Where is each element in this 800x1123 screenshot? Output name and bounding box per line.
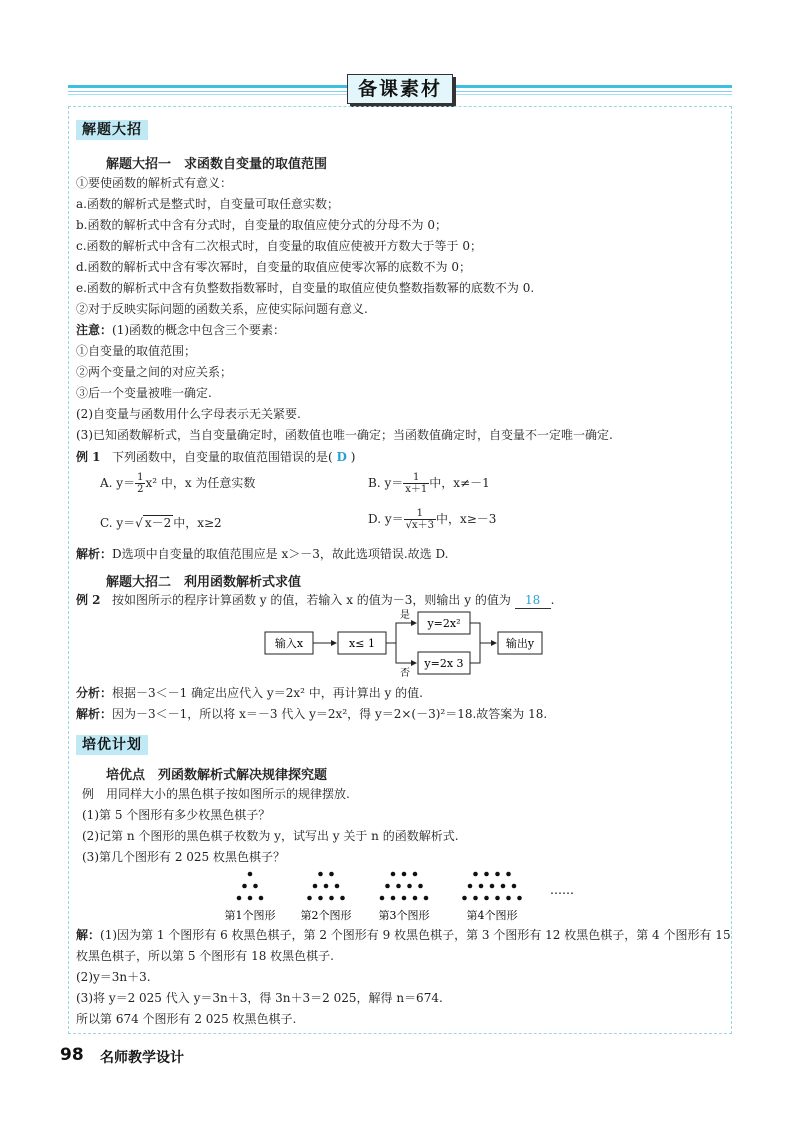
chess-piece xyxy=(391,896,396,901)
chess-piece xyxy=(248,896,253,901)
flow-yes-label: 是 xyxy=(400,610,410,621)
chess-piece xyxy=(318,872,323,877)
chess-piece-dots xyxy=(237,872,522,901)
chess-piece xyxy=(501,884,506,889)
section2-line: (2)记第 n 个图形的黑色棋子枚数为 y，试写出 y 关于 n 的函数解析式. xyxy=(82,829,459,843)
example2-answer: 18 xyxy=(515,592,551,609)
chess-piece xyxy=(248,872,253,877)
solution-line: (2)y＝3n＋3. xyxy=(76,970,151,984)
solution-line: (3)将 y＝2 025 代入 y＝3n＋3，得 3n＋3＝2 025，解得 n＝674. xyxy=(76,991,443,1005)
method2-title: 解题大招二 利用函数解析式求值 xyxy=(106,575,302,590)
method1-line: b.函数的解析式中含有分式时，自变量的取值应使分式的分母不为 0； xyxy=(76,218,447,232)
example1-answer: D xyxy=(336,450,347,464)
figure-label-4: 第4个图形 xyxy=(466,909,518,922)
chess-piece xyxy=(242,884,247,889)
chess-piece xyxy=(253,884,258,889)
chess-piece xyxy=(506,896,511,901)
chess-piece xyxy=(517,896,522,901)
chess-piece xyxy=(329,872,334,877)
chess-piece xyxy=(307,896,312,901)
chess-piece xyxy=(407,884,412,889)
method1-line: ②对于反映实际问题的函数关系，应使实际问题有意义. xyxy=(76,302,368,316)
option-d: D. y＝ $\frac{1}{√x+3}$ 中，x≥－3 xyxy=(368,508,497,531)
section2-title: 培优点 列函数解析式解决规律探究题 xyxy=(106,768,328,783)
figure-label-1: 第1个图形 xyxy=(224,909,276,922)
chess-piece xyxy=(318,896,323,901)
note-line: ③后一个变量被唯一确定. xyxy=(76,386,212,400)
chess-piece xyxy=(490,884,495,889)
example2-stem: 例 2 按如图所示的程序计算函数 y 的值，若输入 x 的值为－3，则输出 y 的值为 18 . xyxy=(76,593,555,607)
section-badge-peiyou: 培优计划 xyxy=(76,735,148,755)
figure-label-3: 第3个图形 xyxy=(378,909,430,922)
chess-piece xyxy=(484,872,489,877)
chess-piece xyxy=(495,896,500,901)
book-title: 名师教学设计 xyxy=(100,1050,184,1066)
chess-piece xyxy=(385,884,390,889)
method1-line: a.函数的解析式是整式时，自变量可取任意实数； xyxy=(76,197,339,211)
chess-piece xyxy=(484,896,489,901)
chess-piece xyxy=(413,872,418,877)
chess-piece xyxy=(313,884,318,889)
chess-piece xyxy=(473,896,478,901)
method1-line: d.函数的解析式中含有零次幂时，自变量的取值应使零次幂的底数不为 0； xyxy=(76,260,471,274)
chess-piece xyxy=(259,896,264,901)
page-title: 备课素材 xyxy=(347,74,453,104)
option-c: C. y＝√ x－2 中，x≥2 xyxy=(100,516,222,530)
chess-piece xyxy=(479,884,484,889)
flow-top-label: y=2x² xyxy=(427,617,461,630)
chess-piece xyxy=(418,884,423,889)
solution-line: 解：(1)因为第 1 个图形有 6 枚黑色棋子，第 2 个图形有 9 枚黑色棋子，第 3 个图形有 12 枚黑色棋子，第 4 个图形有 15 xyxy=(76,928,731,942)
page-number: 98 xyxy=(60,1045,84,1065)
chess-piece xyxy=(495,872,500,877)
chess-piece xyxy=(324,884,329,889)
flow-no-label: 否 xyxy=(400,668,410,679)
chess-piece xyxy=(473,872,478,877)
chess-piece xyxy=(396,884,401,889)
chess-piece xyxy=(340,896,345,901)
chess-piece xyxy=(380,896,385,901)
section2-line: 例 用同样大小的黑色棋子按如图所示的规律摆放. xyxy=(82,787,350,801)
chess-piece xyxy=(424,896,429,901)
chess-piece xyxy=(506,872,511,877)
chess-piece xyxy=(402,896,407,901)
note-line: ②两个变量之间的对应关系； xyxy=(76,365,233,379)
note-line: 注意：(1)函数的概念中包含三个要素： xyxy=(76,323,286,337)
note-label: 注意： xyxy=(76,323,113,337)
flow-bottom-label: y=2x 3 xyxy=(424,657,464,670)
flow-condition-label: x≤ 1 xyxy=(349,637,375,650)
section-badge-jieti: 解题大招 xyxy=(76,120,148,140)
method1-line: c.函数的解析式中含有二次根式时，自变量的取值应使被开方数大于等于 0； xyxy=(76,239,482,253)
flowchart xyxy=(260,606,550,682)
note-line: ①自变量的取值范围； xyxy=(76,344,197,358)
chess-piece xyxy=(237,896,242,901)
option-b: B. y＝ $\frac{1}{x+1}$ 中，x≠－1 xyxy=(368,472,490,495)
solution-line: 所以第 674 个图形有 2 025 枚黑色棋子. xyxy=(76,1012,297,1026)
method1-line: e.函数的解析式中含有负整数指数幂时，自变量的取值应使负整数指数幂的底数不为 0. xyxy=(76,281,535,295)
flow-input-label: 输入x xyxy=(274,637,304,650)
example2-jiexi: 解析：因为－3＜－1，所以将 x＝－3 代入 y＝2x²，得 y＝2×(－3)²＝18.故答案为 18. xyxy=(76,707,548,721)
chess-piece xyxy=(413,896,418,901)
option-a: A. y＝ $\frac{1}{2}$ x² 中，x 为任意实数 xyxy=(100,472,256,495)
chess-piece xyxy=(329,896,334,901)
example1-stem: 例 1 下列函数中，自变量的取值范围错误的是( D ) xyxy=(76,450,356,464)
section2-line: (3)第几个图形有 2 025 枚黑色棋子？ xyxy=(82,850,285,864)
chess-piece xyxy=(468,884,473,889)
figure-ellipsis: …… xyxy=(550,883,574,897)
chess-piece xyxy=(462,896,467,901)
example2-fenxi: 分析：根据－3＜－1 确定出应代入 y＝2x² 中，再计算出 y 的值. xyxy=(76,686,423,700)
note-line: (3)已知函数解析式，当自变量确定时，函数值也唯一确定；当函数值确定时，自变量不一定唯一确定. xyxy=(76,428,613,442)
flow-output-label: 输出y xyxy=(505,637,535,650)
method1-title: 解题大招一 求函数自变量的取值范围 xyxy=(106,157,328,172)
figure-label-2: 第2个图形 xyxy=(300,909,352,922)
chess-piece xyxy=(402,872,407,877)
chess-piece xyxy=(512,884,517,889)
chess-piece xyxy=(391,872,396,877)
solution-line: 枚黑色棋子，所以第 5 个图形有 18 枚黑色棋子. xyxy=(76,949,334,963)
pattern-figures xyxy=(220,864,590,926)
note-line: (2)自变量与函数用什么字母表示无关紧要. xyxy=(76,407,301,421)
example1-analysis: 解析：D选项中自变量的取值范围应是 x＞－3，故此选项错误.故选 D. xyxy=(76,547,449,561)
section2-line: (1)第 5 个图形有多少枚黑色棋子？ xyxy=(82,808,271,822)
chess-piece xyxy=(335,884,340,889)
method1-line: ①要使函数的解析式有意义： xyxy=(76,176,233,190)
